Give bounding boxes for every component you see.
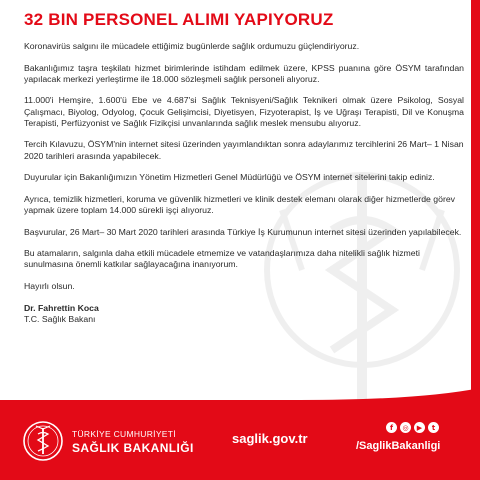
footer-banner: [0, 400, 480, 480]
ministry-logo-icon: [22, 420, 64, 462]
social-icons: [386, 422, 439, 433]
ministry-name: [72, 429, 194, 455]
instagram-icon[interactable]: ◎: [400, 422, 411, 433]
red-side-bar: [471, 0, 480, 400]
paragraph-applications: Başvurular, 26 Mart– 30 Mart 2020 tarihleri arasında Türkiye İş Kurumunun internet sitesi üzerinden yapılabilecek.: [24, 226, 462, 237]
paragraph-wish: Hayırlı olsun.: [24, 280, 75, 291]
paragraph-professions: 11.000'i Hemşire, 1.600'ü Ebe ve 4.687'si Sağlık Teknisyeni/Sağlık Teknikeri olmak üzere Psikolog, Sosyal Çalışmacı, Biyolog, Odyolog, Çocuk Gelişimcisi, Diyetisyen, Fizyoterapist, İş ve Uğraşı Terapisti, Dil ve Konuşma Terapisti, Perfüzyonist ve Sağlık Fizikçisi unvanlarında sağlık meslek mensubu alıyoruz.: [24, 95, 464, 128]
paragraph-announcements: Duyurular için Bakanlığımızın Yönetim Hizmetleri Genel Müdürlüğü ve ÖSYM internet sitelerini takip ediniz.: [24, 172, 435, 183]
paragraph-contract-staff: Bakanlığımız taşra teşkilatı hizmet birimlerinde istihdam edilmek üzere, KPSS puanına göre ÖSYM tarafından yapılacak merkezi yerleştirme ile 18.000 sözleşmeli sağlık personeli alıyoruz.: [24, 62, 464, 84]
signature-name: Dr. Fahrettin Koca: [24, 302, 99, 313]
ministry-name-line2: SAĞLIK BAKANLIĞI: [72, 441, 194, 455]
social-handle[interactable]: /SaglikBakanligi: [356, 440, 441, 452]
paragraph-preferences: Tercih Kılavuzu, ÖSYM'nin internet sitesi üzerinden yayımlandıktan sonra adaylarımız tercihlerini 26 Mart– 1 Nisan 2020 tarihleri arasında yapabilecek.: [24, 139, 464, 161]
signature-block: [24, 303, 464, 325]
twitter-icon[interactable]: t: [428, 422, 439, 433]
paragraph-workers: Ayrıca, temizlik hizmetleri, koruma ve güvenlik hizmetleri ve klinik destek elemanı olarak diğer hizmetlerde görev yapmak üzere toplam 14.000 sürekli işçi alıyoruz.: [24, 193, 456, 215]
paragraph-closing: Bu atamaların, salgınla daha etkili mücadele etmemize ve vatandaşlarımıza daha nitelikli sağlık hizmeti sunulmasına önemli katkılar sağlayacağına inanıyorum.: [24, 248, 420, 270]
website-link[interactable]: saglik.gov.tr: [232, 431, 308, 446]
ministry-name-line1: TÜRKİYE CUMHURİYETİ: [72, 429, 176, 439]
facebook-icon[interactable]: f: [386, 422, 397, 433]
footer-curve: [0, 386, 480, 416]
youtube-icon[interactable]: ▶: [414, 422, 425, 433]
signature-title: T.C. Sağlık Bakanı: [24, 313, 96, 324]
page-title: 32 BIN PERSONEL ALIMI YAPIYORUZ: [24, 10, 334, 29]
announcement-body: [24, 41, 464, 325]
paragraph-intro: Koronavirüs salgını ile mücadele ettiğimiz bugünlerde sağlık ordumuzu güçlendiriyoruz.: [24, 41, 360, 51]
